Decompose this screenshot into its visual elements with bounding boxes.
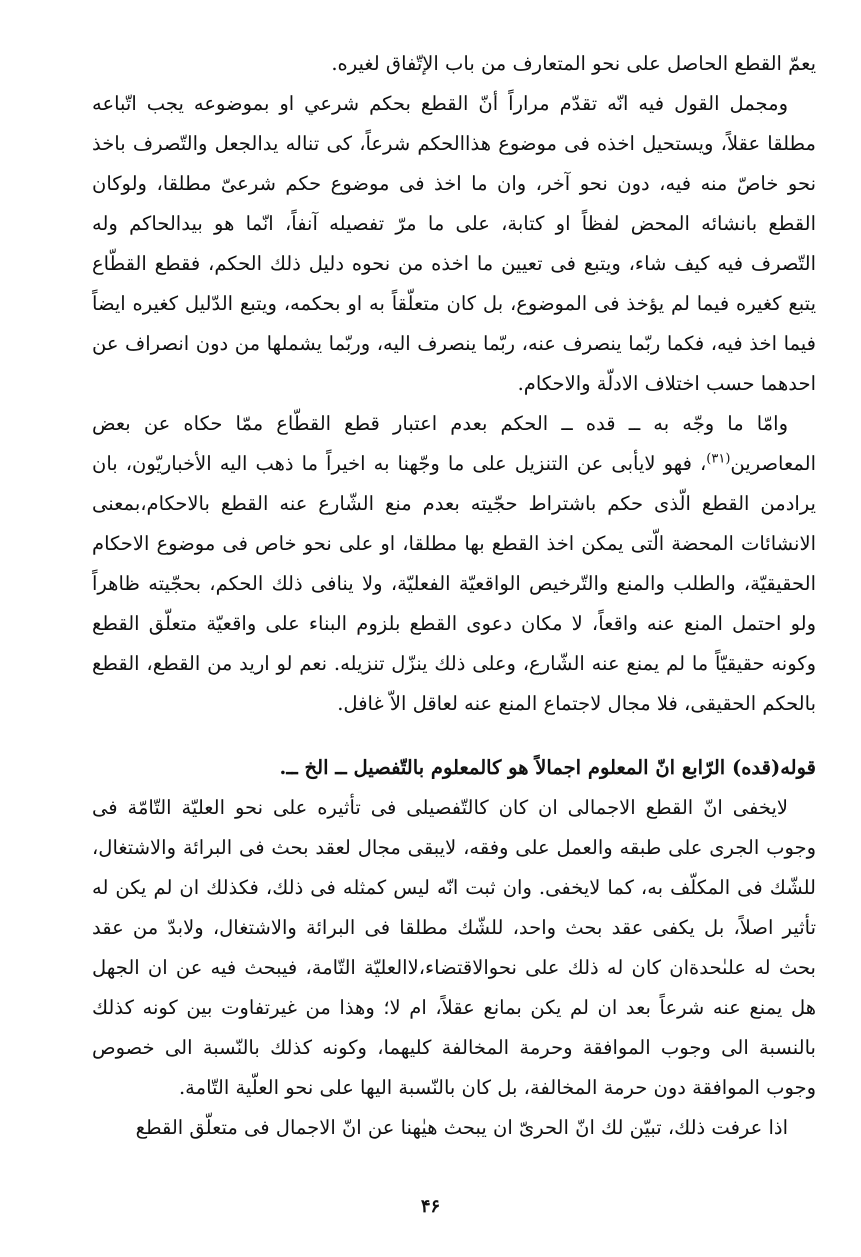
section-heading: قوله(قده) الرّابع انّ المعلوم اجمالاً هو كالمعلوم بالتّفصيل ــ الخ ــ. xyxy=(279,756,816,779)
paragraph-3-text-a: وامّا ما وجّه به ــ قده ــ الحكم بعدم اعتبار قطع القطّاع ممّا حكاه عن بعض المعاصرين xyxy=(92,412,816,475)
paragraph-5: اذا عرفت ذلك، تبيّن لك انّ الحرىّ ان يبحث هيٰهنا عن انّ الاجمال فى متعلّق القطع xyxy=(135,1116,788,1139)
footnote-marker: (٣١) xyxy=(706,451,731,467)
page-number: ۴۶ xyxy=(420,1196,441,1217)
paragraph-4: لايخفى انّ القطع الاجمالى ان كان كالتّفصيلى فى تأثيره على نحو العليّة التّامّة فى وجوب الجرى على طبقه والعمل على وفقه، لايبقى مجال لعقد بحث فى البرائة والاشتغال، للشّك فى المكلّف به، كما لايخفى. وان ثبت انّه ليس كمثله فى ذلك، فكذلك ان لم يكن له تأثير اصلاً، بل يكفى عقد بحث واحد، للشّك مطلقا فى البرائة والاشتغال، ولابدّ من عقد بحث له علىٰحدةان كان له ذلك على نحوالاقتضاء،لاالعليّة التّامة، فيبحث فيه عن ان الجهل هل يمنع عنه شرعاً بعد ان لم يكن بمانع عقلاً، ام لا؛ وهذا من غيرتفاوت بين كونه كذلك بالنسبة الى وجوب الموافقة وحرمة المخالفة كليهما، وكونه كذلك بالنّسبة الى خصوص وجوب الموافقة دون حرمة المخالفة، بل كان بالنّسبة اليها على نحو العلّية التّامة. xyxy=(92,796,816,1099)
paragraph-2: ومجمل القول فيه انّه تقدّم مراراً أنّ القطع بحكم شرعي او بموضوعه يجب اتّباعه مطلقا عقلاً، ويستحيل اخذه فى موضوع هذاالحكم شرعاً، كى تناله يدالجعل والتّصرف باخذ نحو خاصّ منه فيه، دون نحو آخر، وان ما اخذ فى موضوع حكم شرعىّ مطلقا، ولوكان القطع بانشائه المحض لفظاً او كتابة، على ما مرّ تفصيله آنفاً، انّما هو بيدالحاكم وله التّصرف فيه كيف شاء، ويتبع فى تعيين ما اخذه من نحوه دليل ذلك الحكم، فقطع القطّاع يتبع كغيره فيما لم يؤخذ فى الموضوع، بل كان متعلّقاً به او بحكمه، ويتبع الدّليل كغيره ايضاً فيما اخذ فيه، فكما ربّما ينصرف عنه، ربّما ينصرف اليه، وربّما يشملها من دون انصراف عن احدهما حسب اختلاف الادلّة والاحكام. xyxy=(92,92,816,395)
paragraph-3 xyxy=(92,404,816,724)
paragraph-1: يعمّ القطع الحاصل على نحو المتعارف من باب الإتّفاق لغيره. xyxy=(331,52,816,75)
page-body xyxy=(92,44,816,1204)
paragraph-3-text-b: ، فهو لايأبى عن التنزيل على ما وجّهنا به اخيراً ما ذهب اليه الأخباريّون، بان يرادمن القطع الّذى حكم باشتراط حجّيته بعدم منع الشّارع عنه القطع بالاحكام،بمعنى الانشائات المحضة الّتى يمكن اخذ القطع بها مطلقا، او على نحو خاص فى موضوع الاحكام الحقيقيّة، والطلب والمنع والتّرخيص الواقعيّة الفعليّة، ولا ينافى ذلك الحكم، بحجّيته ظاهراً ولو احتمل المنع عنه واقعاً، لا مكان دعوى القطع بلزوم البناء على واقعيّة متعلّق القطع وكونه حقيقيّاً ما لم يمنع عنه الشّارع، وعلى ذلك ينزّل تنزيله. نعم لو اريد من القطع، القطع بالحكم الحقيقى، فلا مجال لاجتماع المنع عنه لعاقل الاّ غافل. xyxy=(92,452,816,715)
